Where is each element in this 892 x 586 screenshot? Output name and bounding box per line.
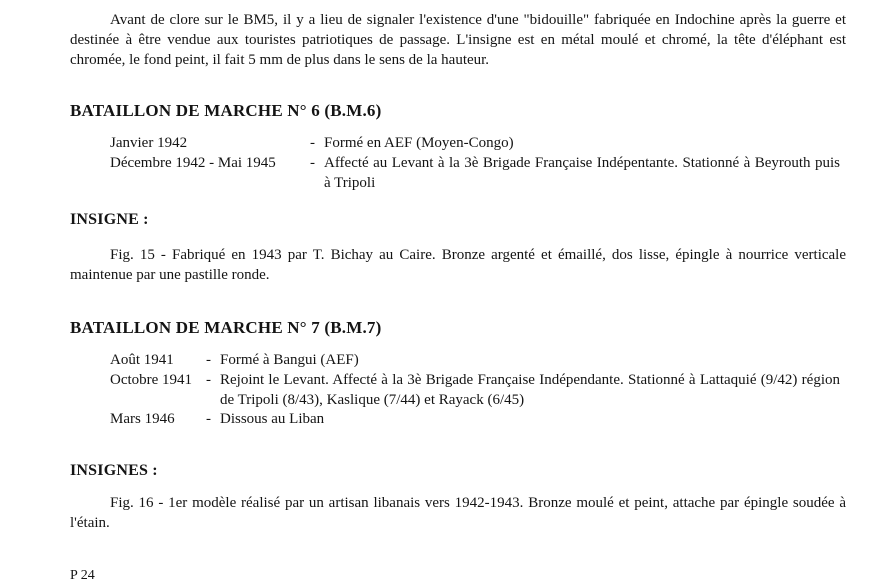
bm6-heading: BATAILLON DE MARCHE N° 6 (B.M.6) xyxy=(70,101,382,120)
entry-dash: - xyxy=(310,155,315,171)
bm6-insigne-text: Fig. 15 - Fabriqué en 1943 par T. Bichay au Caire. Bronze argenté et émaillé, dos lisse, épingle à nourrice verticale maintenue par une pastille ronde. xyxy=(70,247,846,283)
entry-text: Formé en AEF (Moyen-Congo) xyxy=(324,135,514,151)
entry-date: Octobre 1941 xyxy=(110,372,193,388)
bm7-entry xyxy=(110,350,840,370)
bm6-insigne-heading: INSIGNE : xyxy=(70,211,149,228)
entry-date: Août 1941 xyxy=(110,352,174,368)
entry-dash: - xyxy=(310,135,315,151)
entry-date: Décembre 1942 - Mai 1945 xyxy=(110,155,276,171)
entry-dash: - xyxy=(206,372,211,388)
bm7-insignes-text: Fig. 16 - 1er modèle réalisé par un artisan libanais vers 1942-1943. Bronze moulé et peint, attache par épingle soudée à l'étain. xyxy=(70,495,846,531)
bm7-entry xyxy=(110,370,840,410)
entry-text: Dissous au Liban xyxy=(220,411,325,427)
bm7-insignes-heading: INSIGNES : xyxy=(70,462,158,479)
entry-date: Mars 1946 xyxy=(110,411,175,427)
bm7-entry xyxy=(110,409,840,429)
bm6-entry xyxy=(110,133,840,153)
entry-dash: - xyxy=(206,411,211,427)
intro-paragraph: Avant de clore sur le BM5, il y a lieu de signaler l'existence d'une "bidouille" fabriquée en Indochine après la guerre et destinée à être vendue aux touristes patriotiques de passage. L'insigne est en métal moulé et chromé, la tête d'éléphant est chromée, le fond peint, il fait 5 mm de plus dans le sens de la hauteur. xyxy=(70,12,846,68)
entry-text: Formé à Bangui (AEF) xyxy=(220,352,359,368)
bm6-entry xyxy=(110,153,840,193)
bm7-heading: BATAILLON DE MARCHE N° 7 (B.M.7) xyxy=(70,318,382,337)
entry-dash: - xyxy=(206,352,211,368)
page-number: P 24 xyxy=(70,568,95,583)
entry-text: Rejoint le Levant. Affecté à la 3è Brigade Française Indépendante. Stationné à Lattaquié (9/42) région de Tripoli (8/43), Kaslique (7/44) et Rayack (6/45) xyxy=(220,372,840,408)
entry-text: Affecté au Levant à la 3è Brigade Française Indépentante. Stationné à Beyrouth puis à Tripoli xyxy=(324,155,840,191)
entry-date: Janvier 1942 xyxy=(110,135,188,151)
